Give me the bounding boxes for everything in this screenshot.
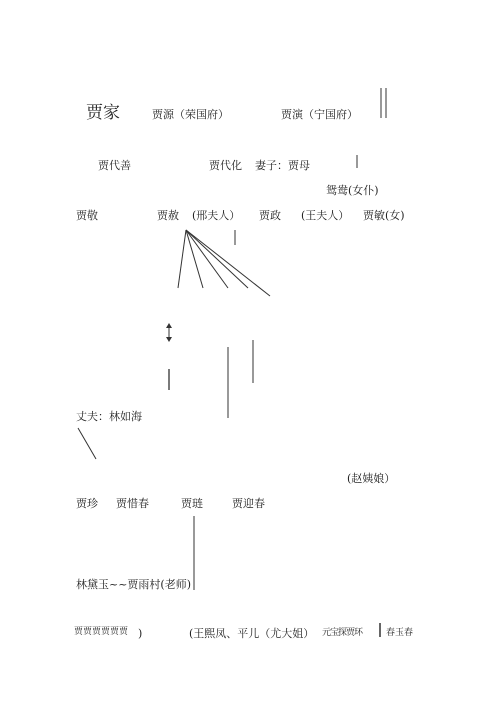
node-jia-zhen: 贾珍: [76, 497, 98, 510]
node-jia-yingchun: 贾迎春: [232, 497, 265, 510]
connector-line: [186, 230, 203, 288]
bottom-compressed-right: 春玉春: [386, 628, 414, 638]
bottom-compressed-mid: 元宝探贾环: [322, 628, 363, 638]
bottom-paren: ): [138, 627, 143, 640]
node-jia-she: 贾赦: [157, 209, 179, 222]
node-jia-daihua: 贾代化: [209, 159, 242, 172]
node-jia-xichun: 贾惜春: [116, 497, 149, 510]
node-jia-zheng: 贾政: [259, 209, 281, 222]
connector-line: [186, 230, 248, 288]
bottom-vertical-left: 贾贾贾贾贾贾: [74, 627, 129, 637]
node-lin-daiyu: 林黛玉~~贾雨村(老师): [76, 578, 192, 591]
node-jia-jing: 贾敬: [76, 209, 98, 222]
connector-line: [178, 230, 186, 288]
node-jia-lian: 贾琏: [181, 497, 203, 510]
node-jia-mu: 妻子：贾母: [255, 159, 310, 172]
node-jia-daishan: 贾代善: [98, 159, 131, 172]
connector-line: [186, 230, 270, 296]
node-wang-xifeng: (王熙凤、平儿（尤大姐）: [189, 627, 315, 640]
page-title: 贾家: [86, 103, 120, 123]
connector-line: [78, 428, 96, 459]
node-jia-yan: 贾演（宁国府）: [281, 108, 358, 121]
node-zhao-yiniang: (赵姨娘）: [347, 472, 396, 485]
node-xing-furen: (邢夫人）: [192, 209, 241, 222]
node-lin-ruhai: 丈夫：林如海: [76, 410, 142, 423]
arrow-head-down: [166, 337, 172, 342]
connector-line: [186, 230, 228, 288]
node-jia-min: 贾敏(女): [363, 209, 405, 222]
node-yuanyang: 鸳鸯(女仆): [326, 184, 379, 197]
arrow-head-up: [166, 323, 172, 328]
node-jia-yuan: 贾源（荣国府）: [152, 108, 229, 121]
node-wang-furen: (王夫人）: [301, 209, 350, 222]
